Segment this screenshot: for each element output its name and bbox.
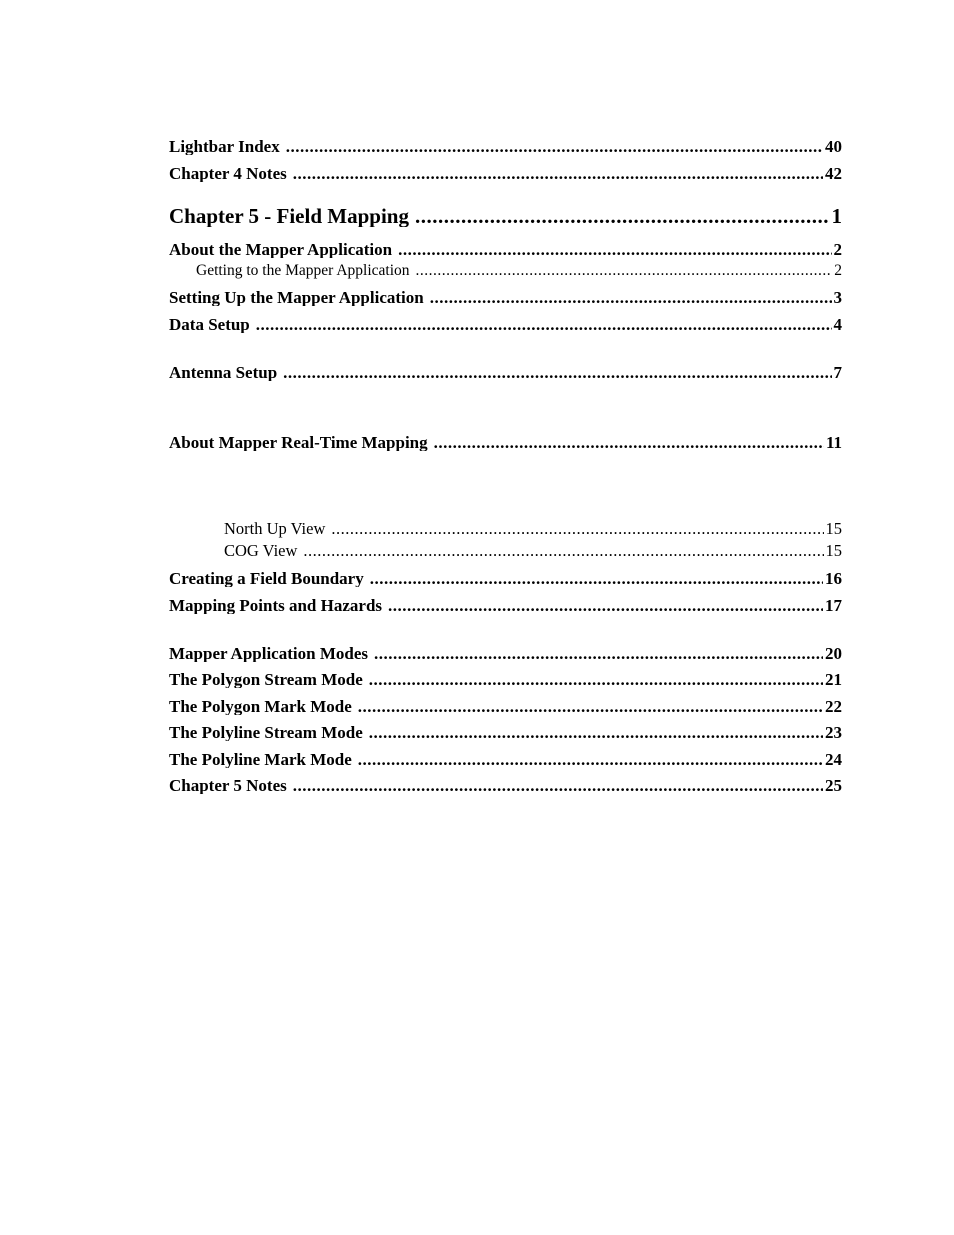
- toc-entry-about-mapper: [169, 241, 842, 258]
- toc-entry-title: About Mapper Real-Time Mapping: [169, 434, 428, 451]
- toc-entry-antenna-setup: [169, 364, 842, 381]
- dot-leader: [358, 751, 823, 768]
- dot-leader: [434, 434, 824, 451]
- toc-entry-chapter-4-notes: [169, 165, 842, 182]
- toc-entry-getting-to-mapper: [196, 263, 842, 279]
- toc-entry-title: Getting to the Mapper Application: [196, 263, 410, 279]
- toc-entry-page: 42: [825, 165, 842, 182]
- toc-entry-polygon-mark: [169, 698, 842, 715]
- dot-leader: [430, 289, 832, 306]
- toc-entry-title: Chapter 5 Notes: [169, 777, 287, 794]
- toc-entry-page: 24: [825, 751, 842, 768]
- toc-entry-title: COG View: [224, 543, 298, 560]
- toc-entry-title: About the Mapper Application: [169, 241, 393, 258]
- toc-chapter-5-heading: [169, 206, 842, 227]
- toc-entry-title: Mapper Application Modes: [169, 645, 368, 662]
- dot-leader: [256, 316, 832, 333]
- toc-entry-lightbar-index: [169, 138, 842, 155]
- toc-entry-title: Setting Up the Mapper Application: [169, 289, 424, 306]
- toc-entry-page: 22: [825, 698, 842, 715]
- toc-entry-page: 15: [825, 543, 842, 560]
- dot-leader: [369, 671, 823, 688]
- toc-entry-title: Creating a Field Boundary: [169, 570, 364, 587]
- dot-leader: [374, 645, 823, 662]
- toc-entry-polyline-mark: [169, 751, 842, 768]
- toc-entry-setting-up-mapper: [169, 289, 842, 306]
- toc-entry-field-boundary: [169, 570, 842, 587]
- toc-entry-page: 23: [825, 724, 842, 741]
- dot-leader: [293, 165, 823, 182]
- toc-entry-title: The Polygon Mark Mode: [169, 698, 352, 715]
- toc-entry-north-up-view: [224, 521, 842, 538]
- toc-entry-page: 15: [825, 521, 842, 538]
- dot-leader: [286, 138, 823, 155]
- toc-entry-points-hazards: [169, 597, 842, 614]
- toc-entry-title: The Polygon Stream Mode: [169, 671, 363, 688]
- toc-entry-page: 25: [825, 777, 842, 794]
- toc-entry-title: North Up View: [224, 521, 326, 538]
- toc-entry-title: The Polyline Mark Mode: [169, 751, 352, 768]
- dot-leader: [293, 777, 823, 794]
- toc-entry-page: 21: [825, 671, 842, 688]
- toc-entry-page: 4: [833, 316, 842, 333]
- toc-entry-page: 20: [825, 645, 842, 662]
- toc-entry-chapter-5-notes: [169, 777, 842, 794]
- toc-entry-page: 40: [825, 138, 842, 155]
- dot-leader: [303, 543, 823, 560]
- toc-entry-title: Chapter 4 Notes: [169, 165, 287, 182]
- toc-entry-page: 17: [825, 597, 842, 614]
- toc-entry-polygon-stream: [169, 671, 842, 688]
- toc-entry-title: Antenna Setup: [169, 364, 278, 381]
- toc-entry-application-modes: [169, 645, 842, 662]
- toc-entry-title: Lightbar Index: [169, 138, 280, 155]
- dot-leader: [388, 597, 823, 614]
- toc-entry-real-time-mapping: [169, 434, 842, 451]
- toc-entry-page: 2: [833, 241, 842, 258]
- dot-leader: [416, 263, 833, 279]
- dot-leader: [331, 521, 823, 538]
- toc-entry-cog-view: [224, 543, 842, 560]
- toc-entry-page: 11: [825, 434, 842, 451]
- toc-entry-title: Data Setup: [169, 316, 250, 333]
- toc-entry-polyline-stream: [169, 724, 842, 741]
- toc-entry-page: 7: [833, 364, 842, 381]
- dot-leader: [415, 206, 830, 227]
- dot-leader: [358, 698, 823, 715]
- toc-entry-page: 1: [831, 206, 842, 227]
- toc-entry-title: The Polyline Stream Mode: [169, 724, 363, 741]
- toc-entry-page: 16: [825, 570, 842, 587]
- toc-entry-title: Mapping Points and Hazards: [169, 597, 383, 614]
- dot-leader: [370, 570, 823, 587]
- dot-leader: [283, 364, 831, 381]
- toc-entry-data-setup: [169, 316, 842, 333]
- toc-entry-page: 3: [833, 289, 842, 306]
- toc-entry-title: Chapter 5 - Field Mapping: [169, 206, 409, 227]
- dot-leader: [369, 724, 823, 741]
- toc-entry-page: 2: [834, 263, 842, 279]
- dot-leader: [398, 241, 831, 258]
